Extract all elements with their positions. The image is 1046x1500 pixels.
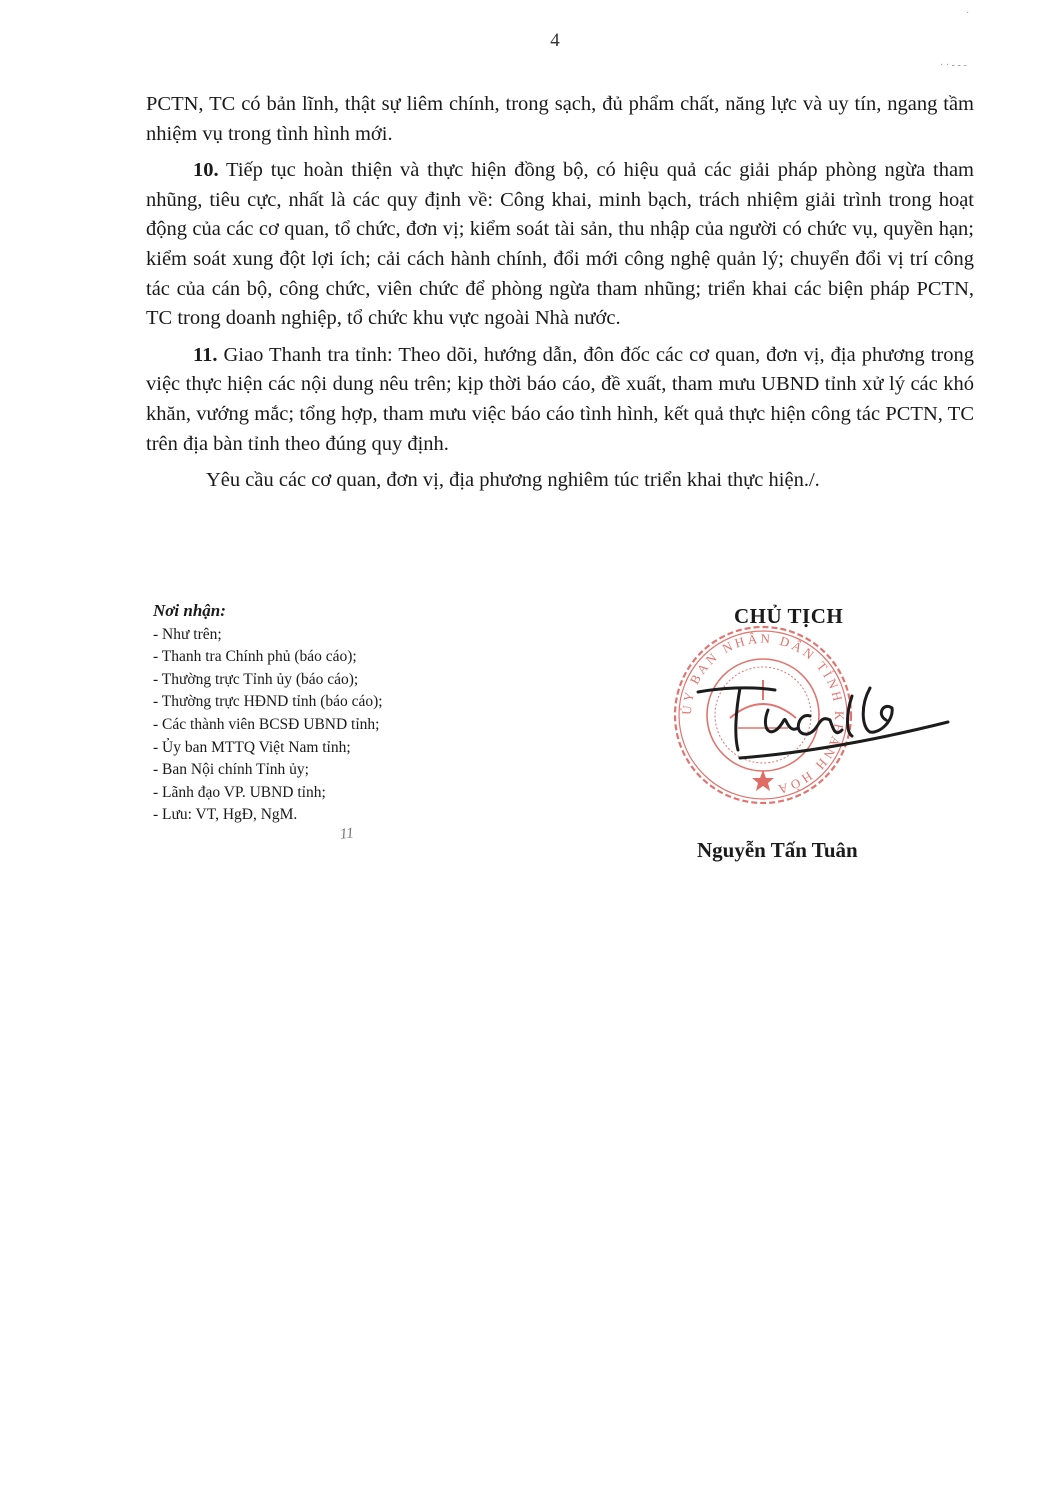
recipients-title: Nơi nhận:	[153, 601, 226, 620]
recipient-item: - Thanh tra Chính phủ (báo cáo);	[153, 648, 357, 666]
paragraph-10	[146, 156, 974, 334]
recipient-item: - Lưu: VT, HgĐ, NgM.	[153, 806, 298, 824]
recipient-item: - Thường trực Tỉnh ủy (báo cáo);	[153, 670, 359, 688]
paragraph-11	[146, 341, 974, 459]
paragraph-11-number: 11.	[193, 343, 218, 366]
scan-speck: ·	[966, 8, 970, 19]
document-body	[146, 90, 974, 503]
recipient-item: - Như trên;	[153, 625, 222, 643]
recipients-list	[153, 624, 533, 827]
signer-name: Nguyễn Tấn Tuân	[697, 838, 858, 862]
recipient-item: - Thường trực HĐND tỉnh (báo cáo);	[153, 693, 383, 711]
scan-speck: · · - - -	[940, 60, 967, 71]
page-number: 4	[550, 30, 560, 51]
paragraph-10-text: Tiếp tục hoàn thiện và thực hiện đồng bộ, có hiệu quả các giải pháp phòng ngừa tham nhũng, tiêu cực, nhất là các quy định về: Công khai, minh bạch, trách nhiệm giải trình trong hoạt động của các cơ quan, tổ chức, đơn vị; kiểm soát tài sản, thu nhập của người có chức vụ, quyền hạn; kiểm soát xung đột lợi ích; cải cách hành chính, đổi mới công nghệ quản lý; chuyển đổi vị trí công tác của cán bộ, công chức, viên chức để phòng ngừa tham nhũng; triển khai các biện pháp PCTN, TC trong doanh nghiệp, tổ chức khu vực ngoài Nhà nước.	[146, 159, 974, 330]
closing-sentence: Yêu cầu các cơ quan, đơn vị, địa phương nghiêm túc triển khai thực hiện./.	[206, 469, 820, 492]
handwritten-signature-icon	[680, 650, 950, 770]
signature-block	[640, 600, 960, 880]
paragraph-continuation: PCTN, TC có bản lĩnh, thật sự liêm chính, trong sạch, đủ phẩm chất, năng lực và uy tín, ngang tầm nhiệm vụ trong tình hình mới.	[146, 93, 974, 145]
signer-title: CHỦ TỊCH	[734, 604, 844, 628]
recipient-item: - Ủy ban MTTQ Việt Nam tỉnh;	[153, 738, 351, 756]
seal-text: ỦY BAN NHÂN DÂN TỈNH KHÁNH HÒA	[678, 630, 848, 798]
paragraph-10-number: 10.	[193, 159, 219, 182]
recipient-item: - Ban Nội chính Tỉnh ủy;	[153, 761, 309, 779]
recipients-block	[153, 600, 533, 827]
recipient-item: - Lãnh đạo VP. UBND tỉnh;	[153, 783, 326, 801]
handwritten-count: 11	[339, 825, 355, 843]
recipient-item: - Các thành viên BCSĐ UBND tỉnh;	[153, 715, 380, 733]
paragraph-11-text: Giao Thanh tra tỉnh: Theo dõi, hướng dẫn, đôn đốc các cơ quan, đơn vị, địa phương trong việc thực hiện các nội dung nêu trên; kịp thời báo cáo, đề xuất, tham mưu UBND tỉnh xử lý các khó khăn, vướng mắc; tổng hợp, tham mưu việc báo cáo tình hình, kết quả thực hiện công tác PCTN, TC trên địa bàn tỉnh theo đúng quy định.	[146, 343, 974, 455]
